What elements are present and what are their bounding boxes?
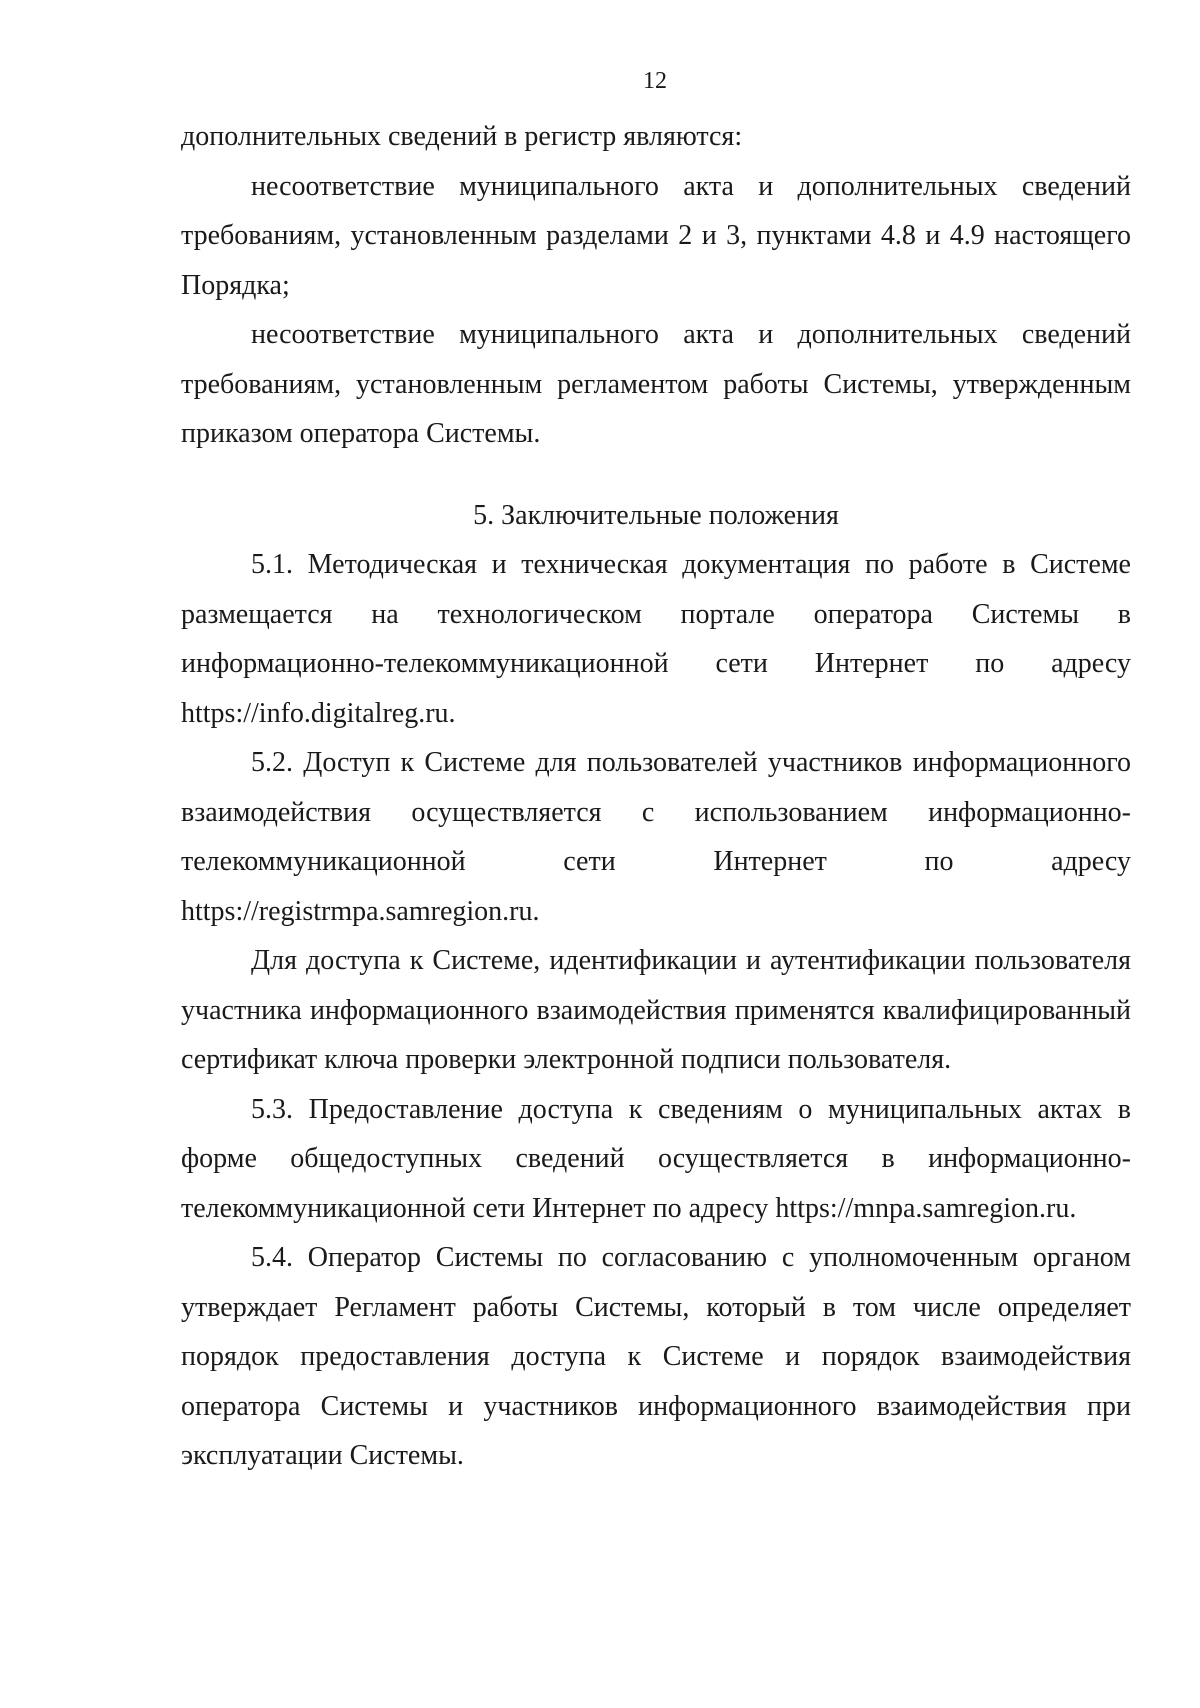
spacer [181, 459, 1131, 491]
paragraph-access: Для доступа к Системе, идентификации и аутентификации пользователя участника информационного взаимодействия применятся квалифицированный сертификат ключа проверки электронной подписи пользователя. [181, 945, 1131, 1075]
paragraph-5-1: 5.1. Методическая и техническая документация по работе в Системе размещается на технологическом портале оператора Системы в информационно-телекоммуникационной сети Интернет по адресу https://info.digitalreg.ru. [181, 549, 1131, 729]
document-body [181, 112, 1131, 1481]
paragraph-5-4: 5.4. Оператор Системы по согласованию с уполномоченным органом утверждает Регламент работы Системы, который в том числе определяет порядок предоставления доступа к Системе и порядок взаимодействия оператора Системы и участников информационного взаимодействия при эксплуатации Системы. [181, 1242, 1131, 1471]
paragraph-item: несоответствие муниципального акта и дополнительных сведений требованиям, установленным регламентом работы Системы, утвержденным приказом оператора Системы. [181, 319, 1131, 449]
page-number: 12 [643, 68, 667, 94]
paragraph-5-3: 5.3. Предоставление доступа к сведениям о муниципальных актах в форме общедоступных сведений осуществляется в информационно-телекоммуникационной сети Интернет по адресу https://mnpa.samregion.ru. [181, 1093, 1131, 1224]
paragraph-item: несоответствие муниципального акта и дополнительных сведений требованиям, установленным разделами 2 и 3, пунктами 4.8 и 4.9 настоящего Порядка; [181, 170, 1131, 301]
section-heading: 5. Заключительные положения [473, 499, 839, 531]
paragraph-continuation: дополнительных сведений в регистр являются: [181, 121, 743, 152]
paragraph-5-2: 5.2. Доступ к Системе для пользователей участников информационного взаимодействия осуществляется с использованием информационно-телекоммуникационной сети Интернет по адресу https://registrmpa.samregion.ru. [181, 747, 1131, 927]
